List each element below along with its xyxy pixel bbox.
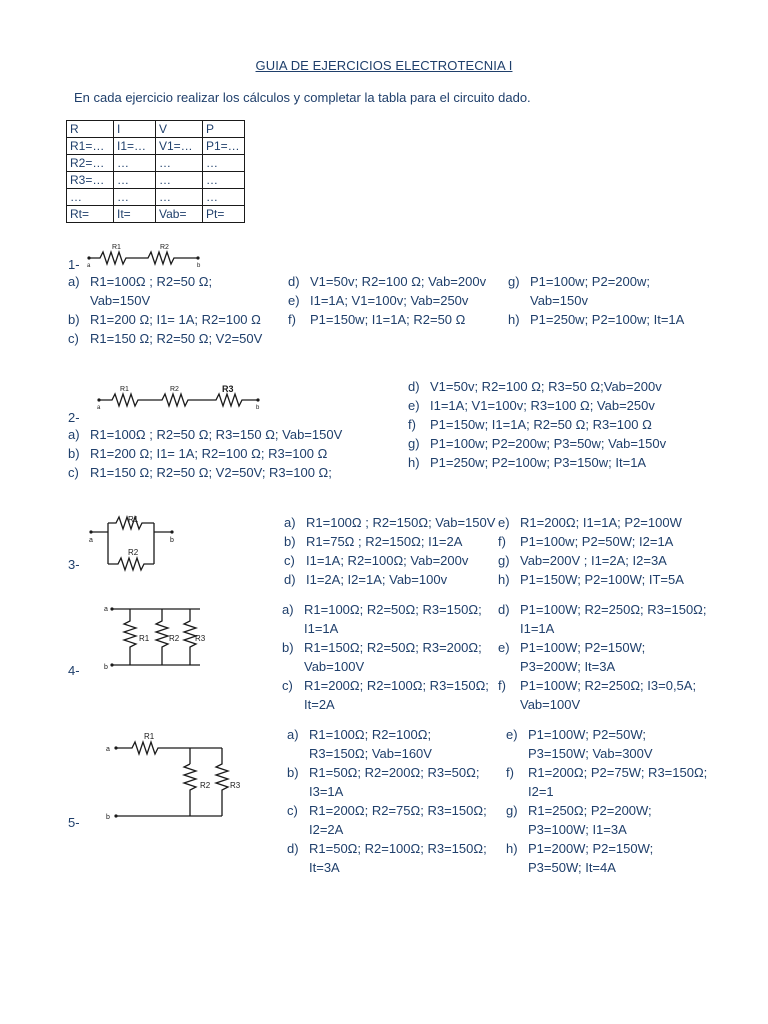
option-text: P1=250w; P2=100w; It=1A (530, 312, 685, 327)
exercise-5-option (506, 821, 627, 839)
option-text: P3=100W; I1=3A (528, 822, 627, 837)
exercise-4-option (498, 601, 707, 619)
r1-label: R1 (139, 634, 150, 643)
option-letter: a) (282, 602, 294, 617)
exercise-3-option (284, 552, 468, 570)
exercise-1-option (288, 292, 468, 310)
exercise-4-option (282, 696, 335, 714)
exercise-2-option (408, 397, 655, 415)
option-letter: b) (287, 765, 299, 780)
option-letter: b) (282, 640, 294, 655)
option-text: I2=2A (309, 822, 344, 837)
option-letter: e) (408, 398, 420, 413)
exercise-2-option (408, 435, 666, 453)
r2-label: R2 (160, 244, 169, 251)
option-text: R1=200 Ω; I1= 1A; R2=100 Ω; R3=100 Ω (90, 446, 328, 461)
exercise-5-option (287, 821, 343, 839)
option-letter: e) (498, 515, 510, 530)
table-row (67, 172, 245, 189)
exercise-3-option (498, 571, 684, 589)
table-cell: It= (114, 206, 156, 223)
results-table (66, 120, 245, 223)
option-text: P1=100W; R2=250Ω; R3=150Ω; (520, 602, 707, 617)
exercise-4-option (282, 620, 338, 638)
option-letter: g) (408, 436, 420, 451)
option-text: Vab=100V (304, 659, 365, 674)
option-text: P1=100W; R2=250Ω; I3=0,5A; (520, 678, 697, 693)
exercise-5-option (287, 726, 431, 744)
option-text: Vab=200V ; I1=2A; I2=3A (520, 553, 667, 568)
r2-label: R2 (170, 386, 179, 393)
option-letter: e) (498, 640, 510, 655)
option-letter: g) (508, 274, 520, 289)
exercise-3-option (284, 571, 447, 589)
option-letter: b) (284, 534, 296, 549)
table-cell: I (114, 121, 156, 138)
exercise-4-option (498, 639, 645, 657)
table-cell: I1=… (114, 138, 156, 155)
table-row (67, 189, 245, 206)
option-letter: b) (68, 446, 80, 461)
option-text: It=2A (304, 697, 335, 712)
option-text: Vab=150v (530, 293, 588, 308)
option-letter: a) (284, 515, 296, 530)
option-letter: f) (288, 312, 296, 327)
node-b-label: b (170, 537, 174, 544)
table-row (67, 121, 245, 138)
exercise-5-option (506, 840, 653, 858)
table-cell: Vab= (156, 206, 203, 223)
exercise-1-option (68, 330, 262, 348)
option-text: R1=50Ω; R2=200Ω; R3=50Ω; (309, 765, 480, 780)
option-letter: a) (287, 727, 299, 742)
exercise-5-number: 5- (68, 815, 80, 830)
option-text: R1=200Ω; R2=75Ω; R3=150Ω; (309, 803, 487, 818)
option-letter: c) (282, 678, 293, 693)
option-letter: h) (408, 455, 420, 470)
option-text: R1=200 Ω; I1= 1A; R2=100 Ω (90, 312, 261, 327)
option-text: I1=1A; V1=100v; R3=100 Ω; Vab=250v (430, 398, 655, 413)
table-cell: Pt= (203, 206, 245, 223)
exercise-5-option (287, 745, 432, 763)
r1-label: R1 (112, 244, 121, 251)
option-letter: a) (68, 427, 80, 442)
exercise-5-option (287, 859, 340, 877)
option-text: P1=100w; P2=200w; P3=50w; Vab=150v (430, 436, 667, 451)
option-letter: f) (498, 534, 506, 549)
exercise-4-number: 4- (68, 663, 80, 678)
table-cell: R1=… (67, 138, 114, 155)
circuit-4-diagram (100, 601, 220, 673)
table-cell: Rt= (67, 206, 114, 223)
exercise-5-option (287, 840, 487, 858)
r3-label: R3 (222, 384, 234, 394)
table-cell: … (67, 189, 114, 206)
table-cell: R (67, 121, 114, 138)
option-text: P3=50W; It=4A (528, 860, 616, 875)
table-cell: … (114, 172, 156, 189)
option-text: It=3A (309, 860, 340, 875)
r1-label: R1 (120, 386, 129, 393)
exercise-5-option (287, 764, 479, 782)
option-text: R1=200Ω; I1=1A; P2=100W (520, 515, 682, 530)
exercise-1-option (508, 311, 684, 329)
option-text: R1=100Ω ; R2=50 Ω; R3=150 Ω; Vab=150V (90, 427, 343, 442)
option-text: P1=100w; P2=50W; I2=1A (520, 534, 674, 549)
option-text: R1=250Ω; P2=200W; (528, 803, 652, 818)
option-letter: e) (506, 727, 518, 742)
option-letter: c) (284, 553, 295, 568)
option-letter: e) (288, 293, 300, 308)
table-cell: … (156, 172, 203, 189)
option-letter: h) (498, 572, 510, 587)
exercise-4-option (282, 639, 482, 657)
exercise-2-option (68, 445, 327, 463)
option-letter: f) (498, 678, 506, 693)
exercise-5-option (506, 859, 616, 877)
option-text: P1=150W; P2=100W; IT=5A (520, 572, 684, 587)
option-letter: g) (506, 803, 518, 818)
option-text: I1=1A; R2=100Ω; Vab=200v (306, 553, 469, 568)
node-a-label: a (97, 405, 101, 411)
node-a-label: a (106, 746, 110, 753)
exercise-5-option (506, 802, 652, 820)
option-text: V1=50v; R2=100 Ω; Vab=200v (310, 274, 487, 289)
option-text: P1=150w; I1=1A; R2=50 Ω; R3=100 Ω (430, 417, 652, 432)
option-text: R3=150Ω; Vab=160V (309, 746, 432, 761)
option-letter: d) (288, 274, 300, 289)
exercise-4-option (282, 601, 482, 619)
option-text: R1=100Ω; R2=50Ω; R3=150Ω; (304, 602, 482, 617)
exercise-1-option (68, 273, 212, 291)
table-row (67, 155, 245, 172)
option-letter: c) (68, 331, 79, 346)
exercise-4-option (498, 620, 554, 638)
table-cell: V (156, 121, 203, 138)
node-b-label: b (256, 405, 260, 411)
table-cell: R2=… (67, 155, 114, 172)
option-text: R1=100Ω ; R2=50 Ω; (90, 274, 213, 289)
circuit-1-diagram (86, 238, 206, 270)
r3-label: R3 (230, 781, 241, 790)
option-text: I3=1A (309, 784, 344, 799)
table-cell: … (203, 155, 245, 172)
option-text: V1=50v; R2=100 Ω; R3=50 Ω;Vab=200v (430, 379, 662, 394)
exercise-4-option (498, 696, 580, 714)
exercise-1-option (508, 292, 588, 310)
r3-label: R3 (195, 634, 206, 643)
exercise-5-option (506, 783, 554, 801)
r2-label: R2 (169, 634, 180, 643)
node-b-label: b (197, 263, 201, 269)
exercise-3-option (498, 514, 682, 532)
table-cell: R3=… (67, 172, 114, 189)
exercise-2-option (408, 454, 646, 472)
exercise-1-number: 1- (68, 257, 80, 272)
option-letter: f) (408, 417, 416, 432)
option-text: P1=100W; P2=150W; (520, 640, 646, 655)
option-text: P1=150w; I1=1A; R2=50 Ω (310, 312, 466, 327)
option-letter: d) (498, 602, 510, 617)
exercise-1-option (68, 292, 150, 310)
option-text: Vab=150V (90, 293, 151, 308)
option-text: R1=200Ω; P2=75W; R3=150Ω; (528, 765, 708, 780)
exercise-4-option (498, 658, 615, 676)
exercise-1-option (508, 273, 650, 291)
exercise-5-option (506, 745, 653, 763)
table-row (67, 138, 245, 155)
table-cell: P (203, 121, 245, 138)
exercise-4-option (282, 677, 489, 695)
exercise-2-option (408, 378, 662, 396)
circuit-5-diagram (104, 730, 244, 822)
option-text: R1=150 Ω; R2=50 Ω; V2=50V; R3=100 Ω; (90, 465, 332, 480)
table-cell: … (114, 189, 156, 206)
option-letter: d) (284, 572, 296, 587)
option-text: R1=150 Ω; R2=50 Ω; V2=50V (90, 331, 263, 346)
table-cell: … (156, 189, 203, 206)
option-text: R1=75Ω ; R2=150Ω; I1=2A (306, 534, 463, 549)
exercise-5-option (506, 764, 707, 782)
option-letter: a) (68, 274, 80, 289)
option-letter: b) (68, 312, 80, 327)
instructions: En cada ejercicio realizar los cálculos y completar la tabla para el circuito dado. (74, 90, 531, 105)
option-text: R1=50Ω; R2=100Ω; R3=150Ω; (309, 841, 487, 856)
option-text: Vab=100V (520, 697, 581, 712)
option-letter: c) (68, 465, 79, 480)
r1-label: R1 (128, 515, 139, 524)
option-text: P1=250w; P2=100w; P3=150w; It=1A (430, 455, 647, 470)
table-cell: … (114, 155, 156, 172)
exercise-5-option (506, 726, 646, 744)
exercise-1-option (288, 273, 486, 291)
option-letter: h) (508, 312, 520, 327)
table-cell: … (203, 172, 245, 189)
option-text: R1=150Ω; R2=50Ω; R3=200Ω; (304, 640, 482, 655)
r2-label: R2 (128, 548, 139, 557)
option-text: P1=100w; P2=200w; (530, 274, 650, 289)
r1-label: R1 (144, 732, 155, 741)
option-text: P3=200W; It=3A (520, 659, 616, 674)
node-b-label: b (106, 814, 110, 821)
exercise-2-option (68, 464, 332, 482)
exercise-3-number: 3- (68, 557, 80, 572)
option-text: P3=150W; Vab=300V (528, 746, 653, 761)
exercise-2-option (68, 426, 342, 444)
circuit-3-diagram (88, 512, 198, 574)
option-text: I1=1A; V1=100v; Vab=250v (310, 293, 469, 308)
option-letter: f) (506, 765, 514, 780)
exercise-4-option (282, 658, 364, 676)
node-a-label: a (87, 263, 91, 269)
exercise-5-option (287, 802, 487, 820)
node-a-label: a (104, 606, 108, 613)
node-b-label: b (104, 664, 108, 671)
exercise-3-option (498, 533, 673, 551)
option-letter: c) (287, 803, 298, 818)
option-text: I1=1A (520, 621, 555, 636)
exercise-2-number: 2- (68, 410, 80, 425)
exercise-1-option (68, 311, 261, 329)
option-text: R1=100Ω ; R2=150Ω; Vab=150V (306, 515, 496, 530)
option-text: P1=100W; P2=50W; (528, 727, 647, 742)
exercise-4-option (498, 677, 696, 695)
option-letter: d) (287, 841, 299, 856)
option-text: P1=200W; P2=150W; (528, 841, 654, 856)
node-a-label: a (89, 537, 93, 544)
table-row (67, 206, 245, 223)
table-cell: … (203, 189, 245, 206)
option-text: I1=2A; I2=1A; Vab=100v (306, 572, 448, 587)
option-letter: d) (408, 379, 420, 394)
option-text: R1=200Ω; R2=100Ω; R3=150Ω; (304, 678, 489, 693)
table-cell: V1=… (156, 138, 203, 155)
option-text: I2=1 (528, 784, 554, 799)
exercise-3-option (284, 533, 462, 551)
option-letter: h) (506, 841, 518, 856)
option-letter: g) (498, 553, 510, 568)
r2-label: R2 (200, 781, 211, 790)
page-title: GUIA DE EJERCICIOS ELECTROTECNIA I (255, 58, 513, 73)
option-text: I1=1A (304, 621, 339, 636)
circuit-2-diagram (96, 380, 266, 412)
exercise-3-option (498, 552, 667, 570)
table-cell: … (156, 155, 203, 172)
exercise-3-option (284, 514, 495, 532)
exercise-5-option (287, 783, 343, 801)
exercise-2-option (408, 416, 652, 434)
option-text: R1=100Ω; R2=100Ω; (309, 727, 432, 742)
exercise-1-option (288, 311, 465, 329)
table-cell: P1=… (203, 138, 245, 155)
